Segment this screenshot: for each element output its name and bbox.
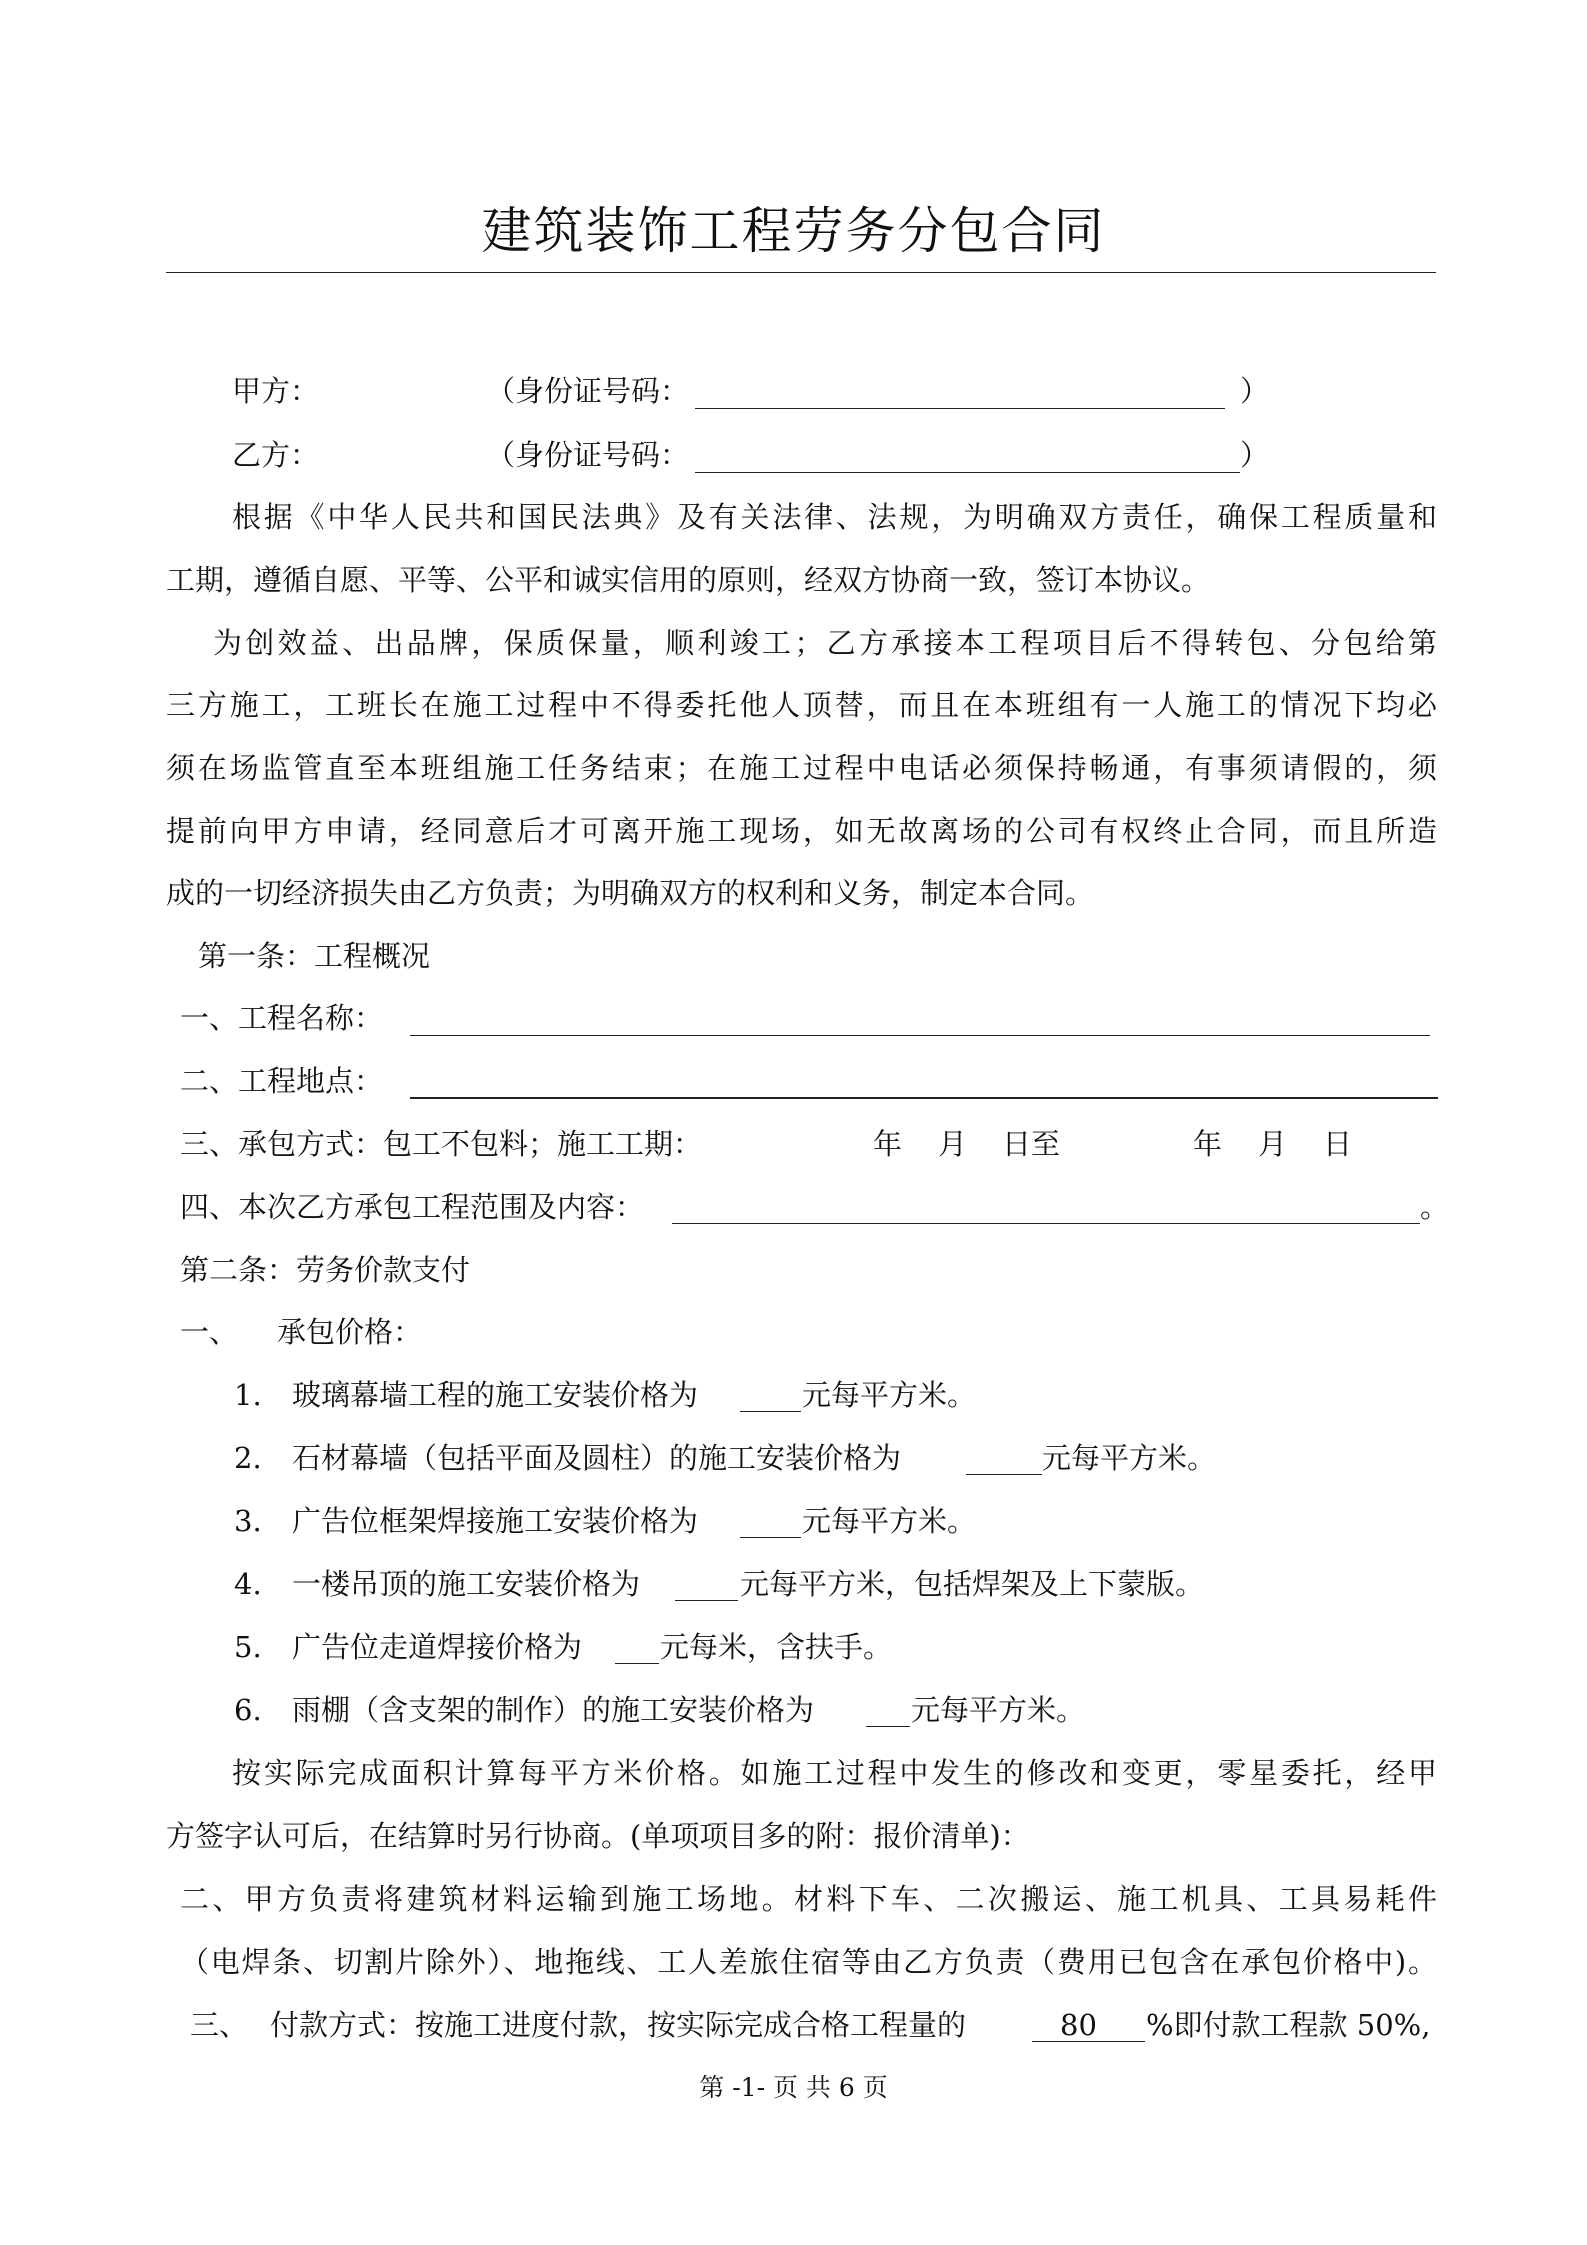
price-item-blank <box>966 1474 1042 1475</box>
contract-mode-label: 三、承包方式：包工不包料；施工工期： <box>180 1127 703 1161</box>
scope-blank <box>672 1223 1420 1224</box>
project-name-blank <box>410 1035 1430 1036</box>
materials-line: 二、甲方负责将建筑材料运输到施工场地。材料下车、二次搬运、施工机具、工具易耗件 <box>180 1882 1437 1916</box>
payment-text-end: %即付款工程款 50%, <box>1146 2008 1431 2042</box>
end-year: 年 <box>1193 1127 1223 1161</box>
settlement-line: 按实际完成面积计算每平方米价格。如施工过程中发生的修改和变更，零星委托，经甲 <box>232 1756 1437 1790</box>
purpose-line: 为创效益、出品牌，保质保量，顺利竣工；乙方承接本工程项目后不得转包、分包给第 <box>213 626 1437 660</box>
title-underline <box>166 272 1436 273</box>
price-item-blank <box>615 1663 659 1664</box>
price-item-text: 石材幕墙（包括平面及圆柱）的施工安装价格为 <box>292 1441 902 1475</box>
price-item-number: 4. <box>234 1567 262 1601</box>
purpose-line: 须在场监管直至本班组施工任务结束；在施工过程中电话必须保持畅通，有事须请假的，须 <box>166 751 1437 785</box>
price-item-unit: 元每米，含扶手。 <box>660 1630 893 1664</box>
purpose-line: 三方施工，工班长在施工过程中不得委托他人顶替，而且在本班组有一人施工的情况下均必 <box>166 688 1437 722</box>
price-item-text: 玻璃幕墙工程的施工安装价格为 <box>292 1378 699 1412</box>
start-month: 月 <box>938 1127 968 1161</box>
project-site-blank <box>410 1097 1438 1099</box>
party-b-label: 乙方： <box>232 438 320 472</box>
price-item-text: 广告位走道焊接价格为 <box>292 1630 583 1664</box>
price-item-unit: 元每平方米。 <box>911 1693 1086 1727</box>
price-item-text: 雨棚（含支架的制作）的施工安装价格为 <box>292 1693 815 1727</box>
price-item-number: 1. <box>234 1378 262 1412</box>
price-item-blank <box>740 1537 801 1538</box>
start-day-to: 日至 <box>1002 1127 1061 1161</box>
price-heading-text: 承包价格： <box>277 1315 423 1349</box>
payment-percent-value: 80 <box>1060 2008 1097 2042</box>
intro-line: 根据《中华人民共和国民法典》及有关法律、法规，为明确双方责任，确保工程质量和 <box>232 500 1437 534</box>
payment-text: 付款方式：按施工进度付款，按实际完成合格工程量的 <box>270 2008 967 2042</box>
price-item-number: 5. <box>234 1630 262 1664</box>
price-item-unit: 元每平方米。 <box>802 1504 977 1538</box>
purpose-line: 成的一切经济损失由乙方负责；为明确双方的权利和义务，制定本合同。 <box>166 876 1095 910</box>
price-item-text: 一楼吊顶的施工安装价格为 <box>292 1567 641 1601</box>
price-item-unit: 元每平方米。 <box>802 1378 977 1412</box>
party-b-close: ） <box>1240 438 1270 472</box>
price-item-blank <box>740 1411 801 1412</box>
party-a-id-blank <box>695 408 1225 409</box>
party-b-id-label: （身份证号码： <box>486 438 690 472</box>
price-item-blank <box>866 1726 910 1727</box>
intro-line: 工期，遵循自愿、平等、公平和诚实信用的原则，经双方协商一致，签订本协议。 <box>166 563 1211 597</box>
start-year: 年 <box>873 1127 903 1161</box>
price-heading-number: 一、 <box>180 1315 239 1349</box>
purpose-line: 提前向甲方申请，经同意后才可离开施工现场，如无故离场的公司有权终止合同，而且所造 <box>166 814 1437 848</box>
project-site-label: 二、工程地点： <box>180 1064 384 1098</box>
scope-end: 。 <box>1420 1190 1450 1224</box>
materials-line: （电焊条、切割片除外）、地拖线、工人差旅住宿等由乙方负责（费用已包含在承包价格中)。 <box>180 1945 1437 1979</box>
price-item-number: 3. <box>234 1504 262 1538</box>
price-item-number: 6. <box>234 1693 262 1727</box>
price-item-text: 广告位框架焊接施工安装价格为 <box>292 1504 699 1538</box>
party-a-close: ） <box>1240 374 1270 408</box>
page-footer: 第 -1- 页 共 6 页 <box>699 2073 888 2102</box>
article1-heading: 第一条：工程概况 <box>198 939 431 973</box>
payment-number: 三、 <box>190 2008 249 2042</box>
price-item-unit: 元每平方米，包括焊架及上下蒙版。 <box>740 1567 1205 1601</box>
party-a-id-label: （身份证号码： <box>486 374 690 408</box>
article2-heading: 第二条：劳务价款支付 <box>180 1253 471 1287</box>
party-b-id-blank <box>695 472 1240 473</box>
settlement-line: 方签字认可后，在结算时另行协商。(单项项目多的附：报价清单)： <box>166 1819 1030 1853</box>
party-a-label: 甲方： <box>232 374 320 408</box>
project-name-label: 一、工程名称： <box>180 1001 384 1035</box>
scope-label: 四、本次乙方承包工程范围及内容： <box>180 1190 645 1224</box>
end-month: 月 <box>1258 1127 1288 1161</box>
document-title: 建筑装饰工程劳务分包合同 <box>481 202 1106 260</box>
payment-percent-blank <box>1032 2041 1145 2042</box>
price-item-blank <box>675 1600 738 1601</box>
price-item-number: 2. <box>234 1441 262 1475</box>
price-item-unit: 元每平方米。 <box>1042 1441 1217 1475</box>
end-day: 日 <box>1323 1127 1353 1161</box>
